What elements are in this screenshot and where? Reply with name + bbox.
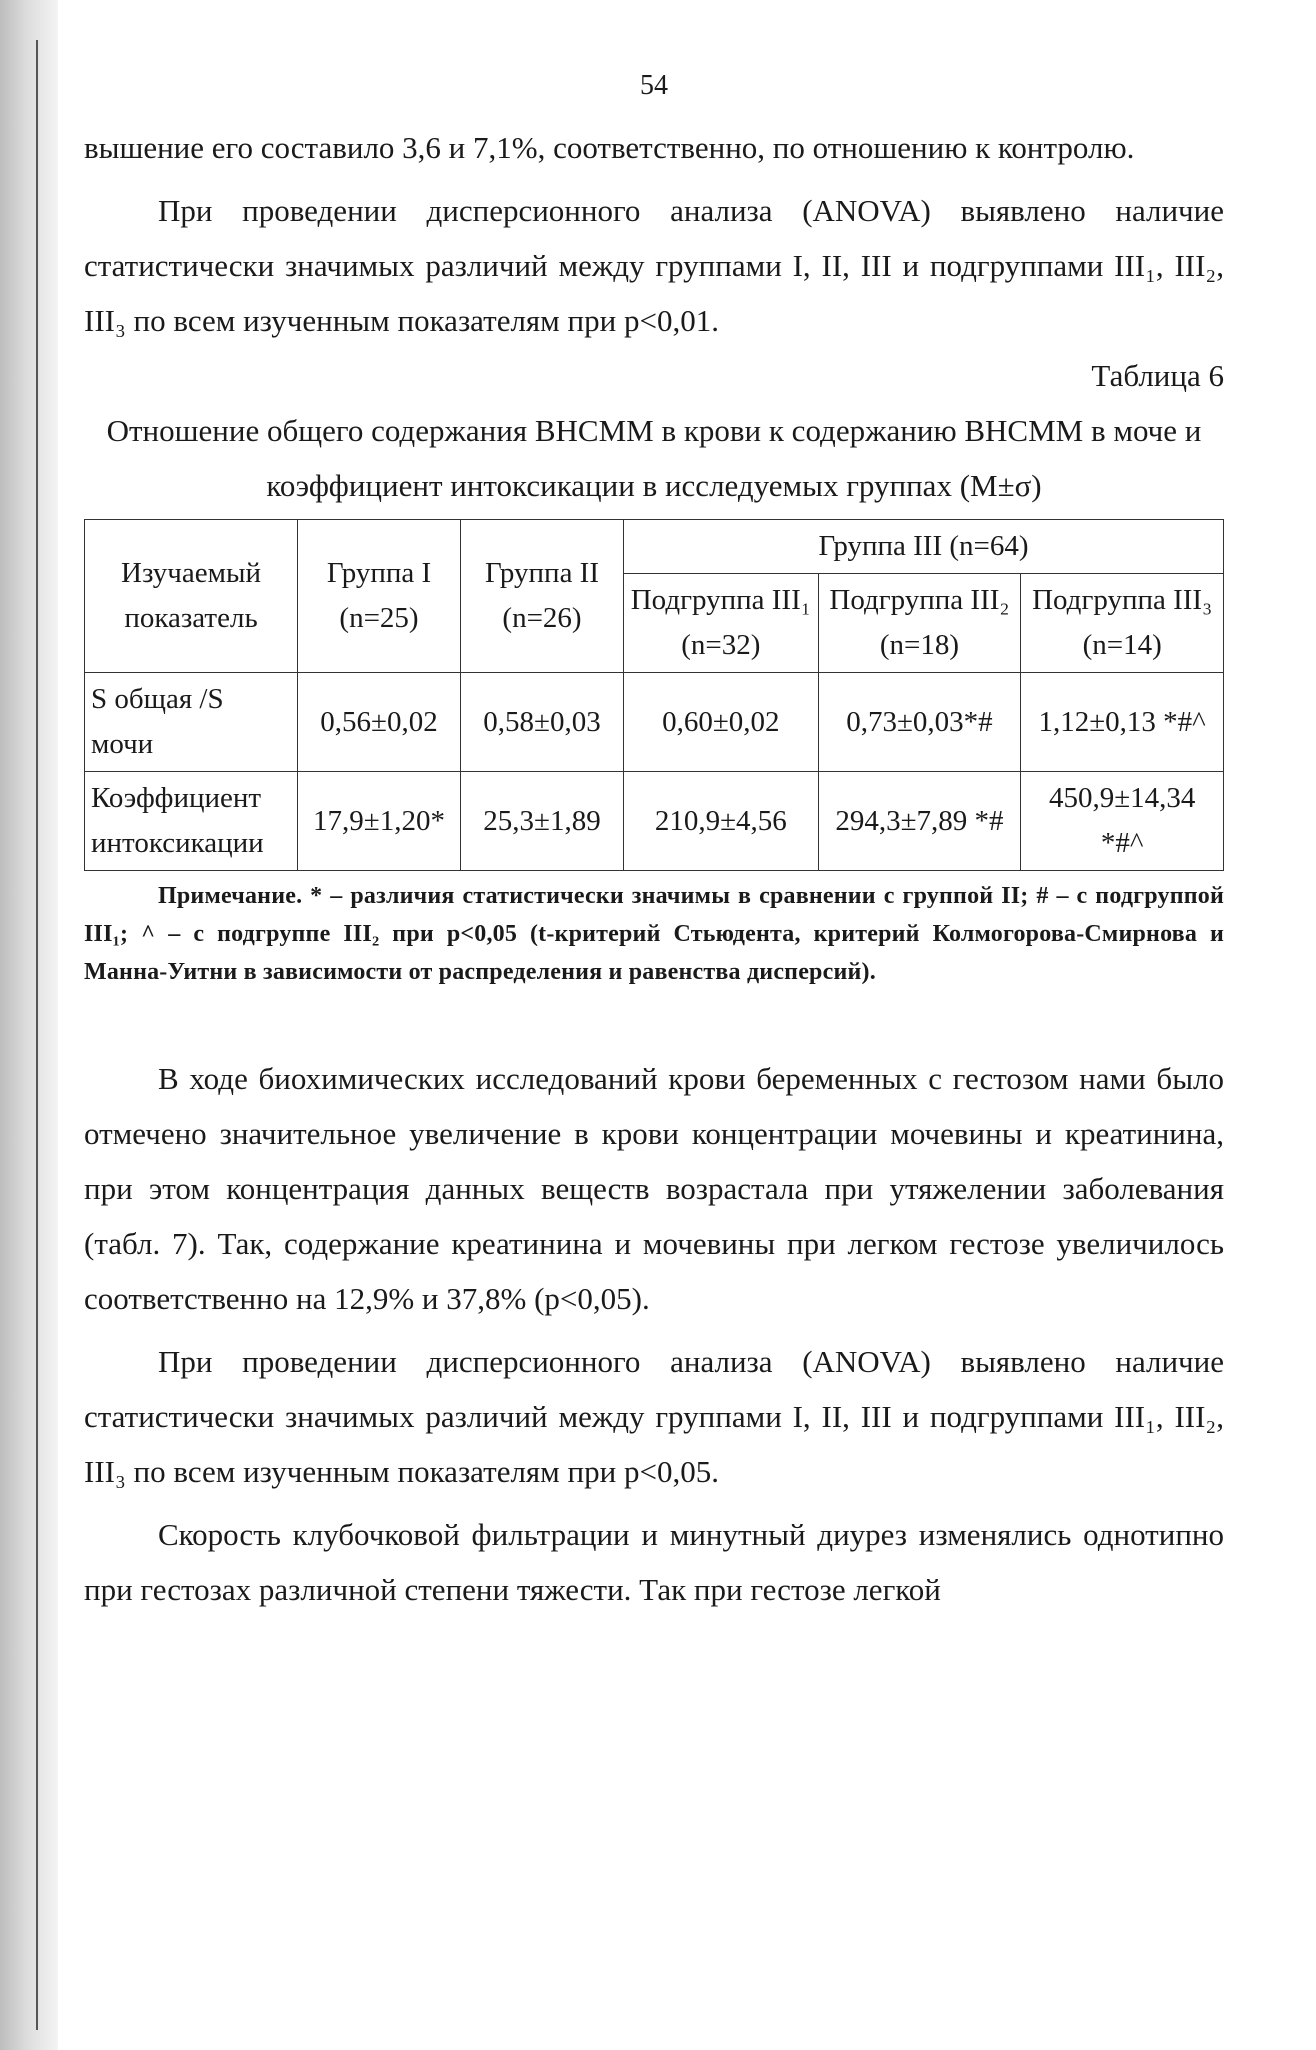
table-row [85, 673, 1224, 772]
scan-edge-shadow [0, 0, 58, 2050]
table-cell: 17,9±1,20* [298, 772, 461, 871]
paragraph: При проведении дисперсионного анализа (ANOVA) выявлено наличие статистически значимых различий между группами I, II, III и подгруппами III₁, III₂, III₃ по всем изученным показателям при p<0,01. [84, 193, 1224, 338]
table-cell: 0,56±0,02 [298, 673, 461, 772]
header-group-3: Группа III (n=64) [624, 520, 1224, 574]
table-cell: 210,9±4,56 [624, 772, 819, 871]
paragraph: вышение его составило 3,6 и 7,1%, соответственно, по отношению к контролю. [84, 130, 1135, 165]
row-label: S общая /S мочи [85, 673, 298, 772]
header-indicator: Изучаемый показатель [85, 520, 298, 673]
table-cell: 0,58±0,03 [461, 673, 624, 772]
table-note: Примечание. * – различия статистически значимы в сравнении с группой II; # – с подгруппой III₁; ^ – с подгруппе III₂ при p<0,05 (t-критерий Стьюдента, критерий Колмогорова-Смирнова и Манна-Уитни в зависимости от распределения и равенства дисперсий). [84, 883, 1224, 985]
data-table [84, 519, 1224, 871]
table-label: Таблица 6 [1091, 358, 1224, 393]
header-subgroup-1: Подгруппа III₁ (n=32) [624, 574, 819, 673]
table-cell: 25,3±1,89 [461, 772, 624, 871]
table-cell: 294,3±7,89 *# [818, 772, 1021, 871]
header-subgroup-2: Подгруппа III₂ (n=18) [818, 574, 1021, 673]
table-cell: 1,12±0,13 *#^ [1021, 673, 1224, 772]
row-label: Коэффициент интоксикации [85, 772, 298, 871]
spacer [84, 991, 1224, 1051]
table-cell: 450,9±14,34 *#^ [1021, 772, 1224, 871]
table-header-row [85, 520, 1224, 574]
table-cell: 0,73±0,03*# [818, 673, 1021, 772]
scan-binding-line [36, 40, 38, 2030]
document-page [84, 70, 1224, 1617]
header-group-1: Группа I (n=25) [298, 520, 461, 673]
paragraph: При проведении дисперсионного анализа (ANOVA) выявлено наличие статистически значимых различий между группами I, II, III и подгруппами III₁, III₂, III₃ по всем изученным показателям при p<0,05. [84, 1344, 1224, 1489]
paragraph: Скорость клубочковой фильтрации и минутный диурез изменялись однотипно при гестозах различной степени тяжести. Так при гестозе легкой [84, 1517, 1224, 1607]
table-cell: 0,60±0,02 [624, 673, 819, 772]
paragraph: В ходе биохимических исследований крови беременных с гестозом нами было отмечено значительное увеличение в крови концентрации мочевины и креатинина, при этом концентрация данных веществ возрастала при утяжелении заболевания (табл. 7). Так, содержание креатинина и мочевины при легком гестозе увеличилось соответственно на 12,9% и 37,8% (p<0,05). [84, 1061, 1224, 1316]
header-subgroup-3: Подгруппа III₃ (n=14) [1021, 574, 1224, 673]
header-group-2: Группа II (n=26) [461, 520, 624, 673]
table-row [85, 772, 1224, 871]
page-number: 54 [640, 70, 668, 101]
table-title: Отношение общего содержания ВНСММ в крови к содержанию ВНСММ в моче и коэффициент интоксикации в исследуемых группах (M±σ) [106, 413, 1202, 503]
